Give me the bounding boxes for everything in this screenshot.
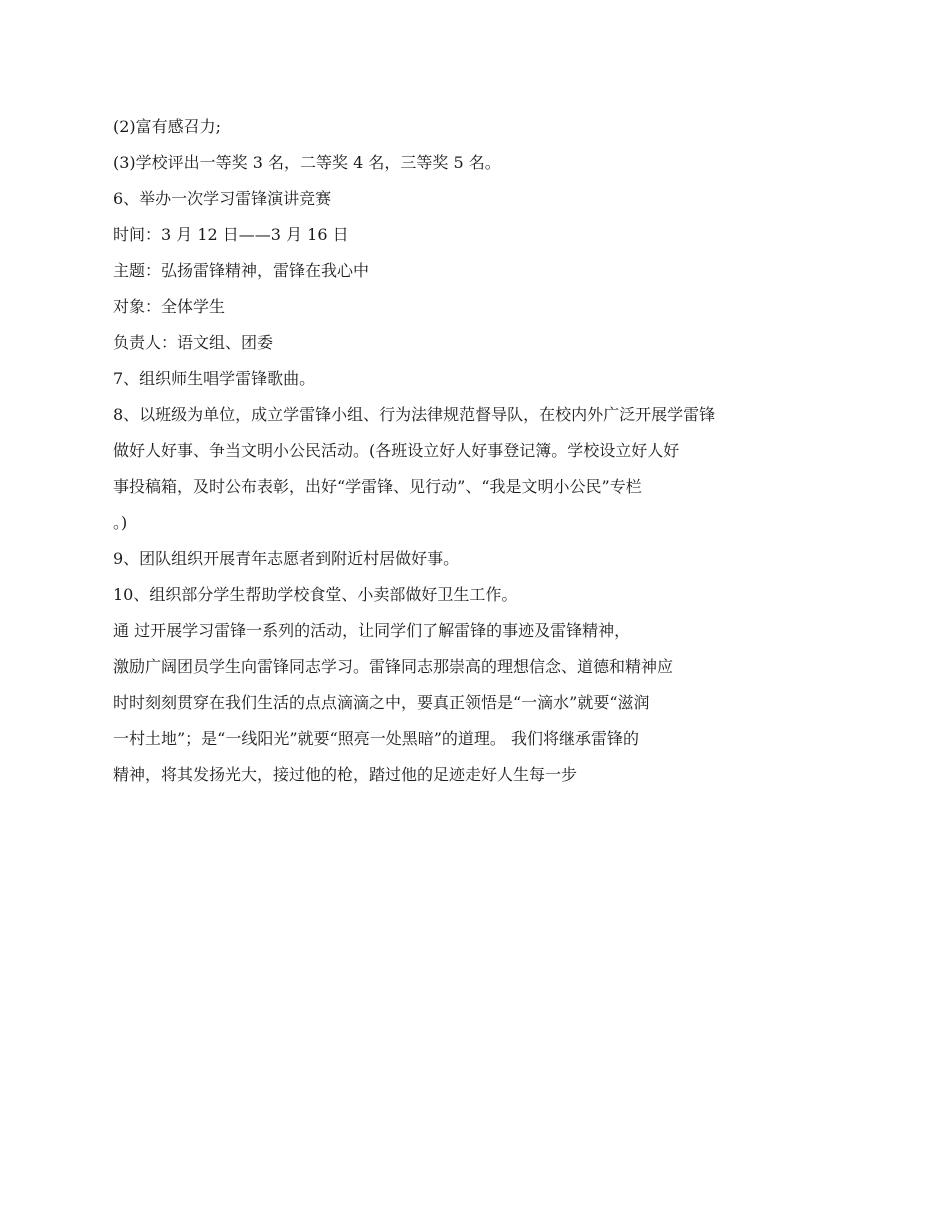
text-line: 时时刻刻贯穿在我们生活的点点滴滴之中，要真正领悟是“一滴水”就要“滋润 — [113, 693, 650, 712]
text-line: 对象：全体学生 — [113, 297, 226, 316]
text-line: 做好人好事、争当文明小公民活动。(各班设立好人好事登记簿。学校设立好人好 — [113, 441, 680, 460]
text-line: 通 过开展学习雷锋一系列的活动，让同学们了解雷锋的事迹及雷锋精神， — [113, 621, 631, 640]
text-line: (3)学校评出一等奖 3 名，二等奖 4 名，三等奖 5 名。 — [113, 153, 501, 172]
text-line: 10、组织部分学生帮助学校食堂、小卖部做好卫生工作。 — [113, 585, 518, 604]
text-line: 8、以班级为单位，成立学雷锋小组、行为法律规范督导队，在校内外广泛开展学雷锋 — [113, 405, 716, 424]
text-line: 激励广阔团员学生向雷锋同志学习。雷锋同志那崇高的理想信念、道德和精神应 — [113, 657, 674, 676]
text-line: 7、组织师生唱学雷锋歌曲。 — [113, 369, 316, 388]
text-line: 时间：3 月 12 日——3 月 16 日 — [113, 225, 349, 244]
text-line: 9、团队组织开展青年志愿者到附近村居做好事。 — [113, 549, 460, 568]
document-body — [113, 109, 833, 793]
text-line: 。) — [113, 513, 128, 532]
text-line: 事投稿箱，及时公布表彰，出好“学雷锋、见行动”、“我是文明小公民”专栏 — [113, 477, 642, 496]
text-line: 负责人：语文组、团委 — [113, 333, 274, 352]
text-line: 一村土地”；是“一线阳光”就要“照亮一处黑暗”的道理。 我们将继承雷锋的 — [113, 729, 639, 748]
text-line: 6、举办一次学习雷锋演讲竞赛 — [113, 189, 332, 208]
text-line: 精神，将其发扬光大，接过他的枪，踏过他的足迹走好人生每一步 — [113, 765, 578, 784]
text-line: (2)富有感召力; — [113, 117, 222, 136]
text-line: 主题：弘扬雷锋精神，雷锋在我心中 — [113, 261, 370, 280]
